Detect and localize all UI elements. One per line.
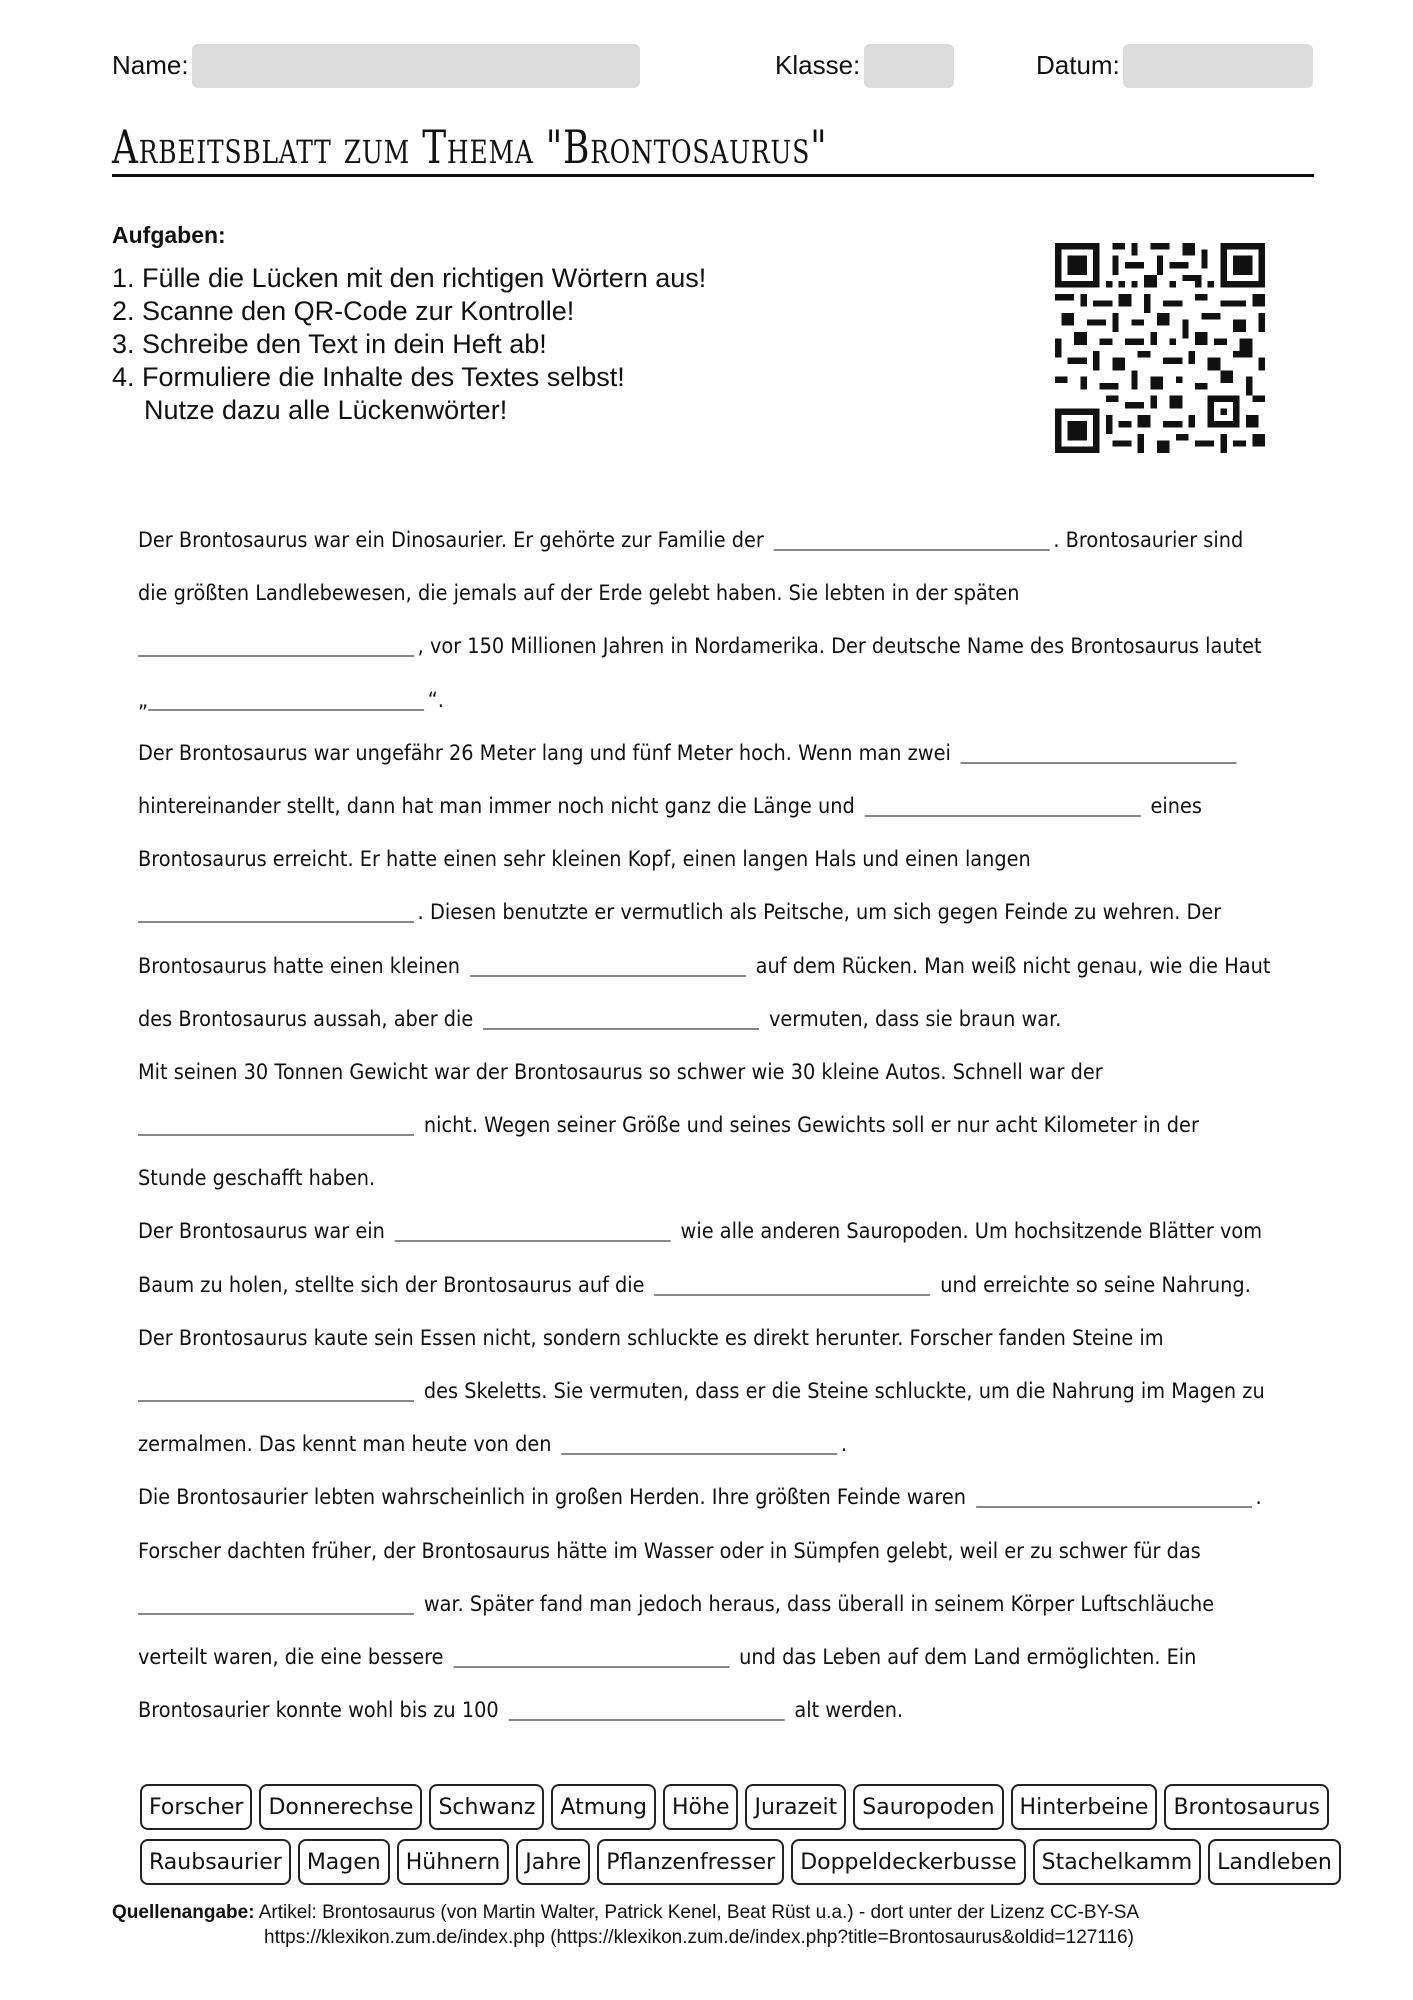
text-segment: Mit seinen 30 Tonnen Gewicht war der Brontosaurus so schwer wie 30 kleine Autos. Schnell war der [138, 1059, 1103, 1084]
gap-field[interactable] [961, 762, 1237, 764]
tasks-heading: Aufgaben: [112, 222, 226, 248]
gap-field[interactable] [138, 1613, 414, 1615]
word-card[interactable]: Raubsaurier [140, 1839, 291, 1885]
source-note [112, 1900, 1139, 1950]
gap-text [138, 514, 1271, 1737]
text-segment: Stunde geschafft haben. [138, 1166, 376, 1191]
text-line [138, 1152, 1205, 1205]
text-segment: des Skeletts. Sie vermuten, dass er die Steine schluckte, um die Nahrung im Magen zu [423, 1379, 1265, 1403]
source-line-1: Artikel: Brontosaurus (von Martin Walter, Patrick Kenel, Beat Rüst u.a.) - dort unter der Lizenz CC-BY-SA [254, 1902, 1140, 1923]
word-bank-row [140, 1839, 1332, 1885]
text-segment: . Brontosaurier sind [1053, 528, 1244, 552]
text-segment: zermalmen. Das kennt man heute von den [138, 1432, 552, 1457]
text-line [138, 780, 1205, 833]
text-segment: die größten Landlebewesen, die jemals auf der Erde gelebt haben. Sie lebten in der späten [138, 581, 1020, 606]
text-line [138, 620, 1262, 673]
date-field[interactable] [1123, 44, 1313, 88]
gap-field[interactable] [561, 1453, 837, 1455]
text-line [138, 993, 1205, 1046]
text-line [138, 1205, 1263, 1258]
text-segment: Brontosaurus hatte einen kleinen [138, 953, 460, 978]
header-row [0, 44, 1413, 90]
text-segment: Die Brontosaurier lebten wahrscheinlich in großen Herden. Ihre größten Feinde waren [138, 1485, 967, 1510]
text-line [138, 1418, 1205, 1471]
word-card[interactable]: Höhe [663, 1784, 738, 1830]
gap-field[interactable] [483, 1028, 759, 1030]
source-line-2[interactable]: https://klexikon.zum.de/index.php (https://klexikon.zum.de/index.php?title=Brontosaurus&oldid=127116) [264, 1927, 1134, 1948]
source-label: Quellenangabe: [112, 1902, 255, 1923]
word-card[interactable]: Stachelkamm [1033, 1839, 1201, 1885]
text-segment: . [840, 1432, 848, 1457]
gap-field[interactable] [138, 1134, 414, 1136]
gap-field[interactable] [470, 975, 746, 977]
text-line [138, 567, 1205, 620]
text-line [138, 1631, 1205, 1684]
word-card[interactable]: Brontosaurus [1164, 1784, 1328, 1830]
text-segment: war. Später fand man jedoch heraus, dass überall in seinem Körper Luftschläuche [423, 1591, 1215, 1616]
task-item: 3. Schreibe den Text in dein Heft ab! [112, 329, 547, 359]
word-card[interactable]: Sauropoden [853, 1784, 1003, 1830]
text-line [138, 1259, 1251, 1312]
gap-field[interactable] [395, 1240, 671, 1242]
text-line [138, 1312, 1205, 1365]
class-field[interactable] [864, 44, 954, 88]
text-line [138, 1099, 1205, 1152]
text-line [138, 1684, 1205, 1737]
word-bank [140, 1784, 1332, 1894]
word-card[interactable]: Landleben [1208, 1839, 1341, 1885]
task-item: Nutze dazu alle Lückenwörter! [144, 395, 508, 425]
text-line [138, 886, 1222, 939]
gap-field[interactable] [138, 1400, 414, 1402]
text-segment: und erreichte so seine Nahrung. [940, 1272, 1251, 1297]
text-segment: verteilt waren, die eine bessere [138, 1644, 444, 1669]
gap-field[interactable] [976, 1506, 1252, 1508]
gap-field[interactable] [138, 921, 414, 923]
text-line [138, 1046, 1205, 1099]
gap-field[interactable] [774, 549, 1050, 551]
word-card[interactable]: Donnerechse [259, 1784, 422, 1830]
text-segment: Der Brontosaurus war ein [138, 1219, 385, 1244]
text-line [138, 833, 1205, 886]
task-item: 1. Fülle die Lücken mit den richtigen Wörtern aus! [112, 263, 707, 293]
text-segment: Der Brontosaurus war ein Dinosaurier. Er gehörte zur Familie der [138, 528, 764, 552]
gap-field[interactable] [654, 1294, 930, 1296]
text-segment: vermuten, dass sie braun war. [768, 1006, 1062, 1031]
text-segment: . [1255, 1485, 1262, 1510]
text-line [138, 674, 1205, 727]
text-segment: Forscher dachten früher, der Brontosaurus hätte im Wasser oder in Sümpfen gelebt, weil er zu schwer für das [138, 1538, 1201, 1563]
text-segment: Der Brontosaurus war ungefähr 26 Meter lang und fünf Meter hoch. Wenn man zwei [138, 740, 951, 765]
word-card[interactable]: Pflanzenfresser [597, 1839, 784, 1885]
word-card[interactable]: Atmung [551, 1784, 656, 1830]
text-segment: “. [427, 687, 444, 712]
text-segment: Baum zu holen, stellte sich der Brontosaurus auf die [138, 1272, 645, 1297]
word-card[interactable]: Hühnern [397, 1839, 510, 1885]
word-card[interactable]: Magen [298, 1839, 390, 1885]
text-segment: hintereinander stellt, dann hat man immer noch nicht ganz die Länge und [138, 793, 855, 818]
word-bank-row [140, 1784, 1320, 1830]
word-card[interactable]: Schwanz [429, 1784, 544, 1830]
worksheet-title: Arbeitsblatt zum Thema "Brontosaurus" [112, 120, 828, 174]
date-label: Datum: [1036, 50, 1120, 80]
word-card[interactable]: Doppeldeckerbusse [791, 1839, 1025, 1885]
name-field[interactable] [192, 44, 640, 88]
text-segment: „ [138, 687, 149, 712]
word-card[interactable]: Forscher [140, 1784, 252, 1830]
text-segment: eines [1150, 793, 1202, 818]
gap-field[interactable] [138, 655, 414, 657]
text-segment: , vor 150 Millionen Jahren in Nordamerika. Der deutsche Name des Brontosaurus lautet [417, 634, 1262, 659]
text-segment: des Brontosaurus aussah, aber die [138, 1006, 474, 1031]
text-line [138, 940, 1271, 993]
word-card[interactable]: Hinterbeine [1011, 1784, 1158, 1830]
text-segment: wie alle anderen Sauropoden. Um hochsitzende Blätter vom [680, 1219, 1263, 1244]
text-line [138, 1365, 1265, 1418]
text-segment: Brontosaurus erreicht. Er hatte einen sehr kleinen Kopf, einen langen Hals und einen langen [138, 847, 1031, 872]
gap-field[interactable] [509, 1719, 785, 1721]
task-item: 2. Scanne den QR-Code zur Kontrolle! [112, 296, 575, 326]
text-segment: alt werden. [794, 1698, 904, 1723]
task-item: 4. Formuliere die Inhalte des Textes selbst! [112, 362, 625, 392]
text-segment: nicht. Wegen seiner Größe und seines Gewichts soll er nur acht Kilometer in der [423, 1113, 1199, 1138]
class-label: Klasse: [775, 50, 861, 80]
text-segment: und das Leben auf dem Land ermöglichten. Ein [739, 1644, 1197, 1669]
text-line [138, 1471, 1262, 1524]
gap-field[interactable] [453, 1666, 729, 1668]
title-underline [112, 174, 1314, 177]
word-card[interactable]: Jurazeit [745, 1784, 846, 1830]
text-line [138, 1525, 1205, 1578]
text-line [138, 514, 1244, 567]
text-segment: . Diesen benutzte er vermutlich als Peitsche, um sich gegen Feinde zu wehren. Der [417, 900, 1222, 925]
name-label: Name: [112, 50, 189, 80]
text-line [138, 1578, 1215, 1631]
text-segment: Der Brontosaurus kaute sein Essen nicht, sondern schluckte es direkt herunter. Forscher fanden Steine im [138, 1325, 1164, 1350]
text-segment: Brontosaurier konnte wohl bis zu 100 [138, 1698, 499, 1723]
gap-field[interactable] [148, 709, 424, 711]
task-list [112, 262, 706, 427]
text-segment: auf dem Rücken. Man weiß nicht genau, wie die Haut [755, 953, 1271, 978]
word-card[interactable]: Jahre [516, 1839, 590, 1885]
gap-field[interactable] [865, 815, 1141, 817]
text-line [138, 727, 1205, 780]
qr-code[interactable] [1055, 243, 1265, 453]
